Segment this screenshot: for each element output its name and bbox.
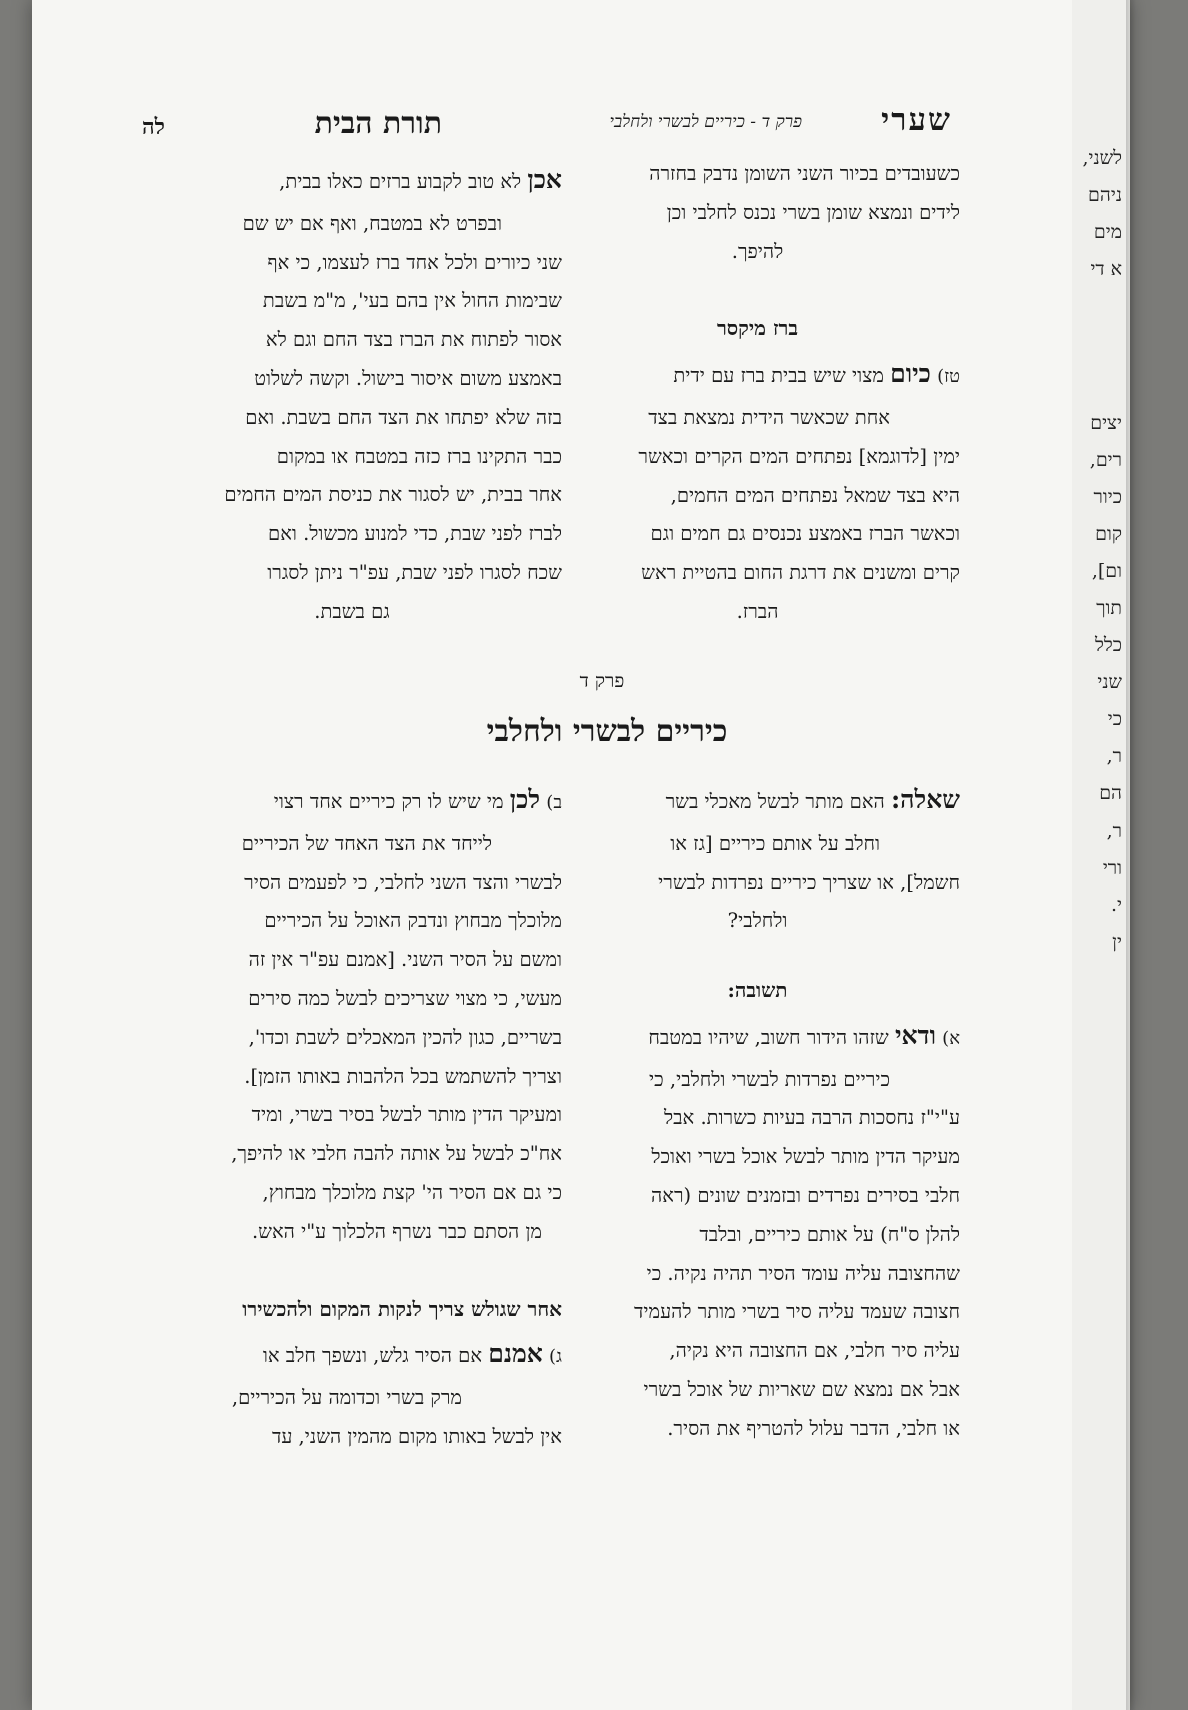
section-title-after-overflow: אחר שגולש צריך לנקות המקום ולהכשירו — [242, 1296, 562, 1321]
text-line: להיפך. — [731, 239, 784, 263]
text-line: חשמל], או שצריך כיריים נפרדות לבשרי — [658, 870, 960, 894]
text-line: ומעיקר הדין מותר לבשל בסיר בשרי, ומיד — [251, 1103, 562, 1127]
fragment-line: יצים — [1090, 412, 1122, 434]
adjacent-page-edge — [1072, 0, 1130, 1710]
text-line: בשריים, כגון להכין המאכלים לשבת וכדו', — [248, 1025, 562, 1049]
fragment-line: ין — [1112, 930, 1122, 953]
fragment-line: ום], — [1091, 560, 1122, 583]
text-line: לידים ונמצא שומן בשרי נכנס לחלבי וכן — [666, 200, 960, 224]
text-line: גם בשבת. — [314, 599, 390, 623]
bottom-left-column — [142, 775, 562, 1457]
text-line: מעיקר הדין מותר לבשל אוכל בשרי ואוכל — [651, 1145, 960, 1169]
page-number: לה — [142, 114, 165, 140]
fragment-line: כלל — [1094, 634, 1122, 657]
paragraph-number: ב) — [546, 792, 562, 813]
text-line-rest: שזהו הידור חשוב, שיהיו במטבח — [648, 1025, 889, 1049]
text-line: אבל אם נמצא שם שאריות של אוכל בשרי — [643, 1378, 960, 1402]
book-page — [32, 0, 1130, 1710]
text-line: מרק בשרי וכדומה על הכיריים, — [231, 1386, 462, 1410]
text-line-rest: האם מותר לבשל מאכלי בשר — [665, 790, 885, 813]
text-line: אח"כ לבשל על אותה להבה חלבי או להיפך, — [231, 1142, 562, 1166]
text-line-rest: אם הסיר גלש, ונשפך חלב או — [262, 1344, 483, 1368]
text-line — [555, 775, 960, 825]
chapter-label: פרק ד — [579, 670, 625, 692]
fragment-line: מים — [1093, 221, 1122, 244]
header-chapter-running: פרק ד - כיריים לבשרי ולחלבי — [609, 112, 802, 132]
text-line: כי גם אם הסיר הי' קצת מלוכלך מבחוץ, — [262, 1180, 562, 1204]
fragment-line: כיור — [1093, 486, 1122, 509]
text-line: וצריך להשתמש בכל הלהבות באותו הזמן]. — [244, 1064, 562, 1088]
text-line-rest: מי שיש לו רק כיריים אחד רצוי — [273, 790, 504, 813]
text-line: חלבי בסירים נפרדים ובזמנים שונים (ראה — [651, 1184, 960, 1208]
fragment-line: הם — [1099, 782, 1122, 805]
text-line: עליה סיר חלבי, אם החצובה היא נקיה, — [669, 1339, 960, 1363]
fragment-line: ורי — [1102, 856, 1122, 879]
paragraph-lead-word: אמנם — [488, 1339, 543, 1369]
fragment-line: קום — [1095, 523, 1122, 546]
fragment-line: א די — [1090, 258, 1122, 281]
text-line: בזה שלא יפתחו את הצד החם בשבת. ואם — [245, 405, 562, 429]
text-line: שני כיורים ולכל אחד ברז לעצמו, כי אף — [267, 250, 562, 274]
paragraph-lead-word: אכן — [527, 165, 562, 194]
text-line: או חלבי, הדבר עלול להטריף את הסיר. — [667, 1416, 960, 1440]
fragment-line: שני — [1097, 671, 1122, 694]
paragraph-number: טז) — [937, 366, 960, 388]
answer-title: תשובה: — [727, 978, 788, 1003]
fragment-line: תוך — [1096, 597, 1122, 620]
fragment-line: ר, — [1106, 819, 1122, 842]
fragment-line: לשני, — [1082, 147, 1122, 169]
text-line: כשעובדים בכיור השני השומן נדבק בחזרה — [649, 162, 960, 185]
text-line — [142, 775, 562, 825]
text-line — [142, 155, 562, 205]
text-line: היא בצד שמאל נפתחים המים החמים, — [670, 483, 960, 507]
text-line-rest: מצוי שיש בבית ברז עם ידית — [673, 364, 884, 388]
adjacent-page-fragment-top — [1072, 140, 1122, 288]
header-book-short: שערי — [881, 102, 952, 138]
text-line: לבשרי והצד השני לחלבי, כי לפעמים הסיר — [244, 870, 562, 894]
text-line: ולחלבי? — [727, 909, 788, 933]
text-line: אסור לפתוח את הברז בצד החם וגם לא — [265, 328, 562, 352]
question-lead: שאלה: — [890, 785, 960, 814]
adjacent-page-fragment-middle — [1072, 405, 1122, 961]
text-line — [555, 1011, 960, 1061]
text-line: באמצע משום איסור בישול. וקשה לשלוט — [254, 366, 562, 390]
text-line: לייחד את הצד האחד של הכיריים — [241, 831, 492, 855]
text-line: להלן ס"ח) על אותם כיריים, ובלבד — [699, 1222, 960, 1246]
page-gutter-shadow — [1126, 0, 1136, 1710]
text-line: ומשם על הסיר השני. [אמנם עפ"ר אין זה — [248, 948, 562, 972]
text-line: וכאשר הברז באמצע נכנסים גם חמים וגם — [650, 522, 960, 546]
text-line: ימין [לדוגמא] נפתחים המים הקרים וכאשר — [638, 444, 960, 468]
text-line: מן הסתם כבר נשרף הלכלוך ע"י האש. — [251, 1219, 542, 1243]
paragraph-lead-word: כיום — [890, 359, 931, 389]
fragment-line: כי — [1107, 708, 1122, 731]
text-line: כבר התקינו ברז כזה במטבח או במקום — [276, 444, 562, 468]
text-line: שכח לסגרו לפני שבת, עפ"ר ניתן לסגרו — [267, 560, 562, 584]
text-line: כיריים נפרדות לבשרי ולחלבי, כי — [649, 1067, 890, 1091]
text-line: מעשי, כי מצוי שצריכים לבשל כמה סירים — [248, 986, 562, 1010]
header-book-title: תורת הבית — [314, 106, 442, 141]
text-line: אין לבשל באותו מקום מהמין השני, עד — [271, 1424, 562, 1448]
running-header — [142, 102, 962, 162]
fragment-line: י. — [1110, 893, 1122, 916]
text-line — [142, 1329, 562, 1379]
text-line: ובפרט לא במטבח, ואף אם יש שם — [242, 211, 502, 235]
top-left-column — [142, 155, 562, 632]
text-line: אחת שכאשר הידית נמצאת בצד — [648, 405, 890, 429]
fragment-line: ר, — [1106, 745, 1122, 768]
top-right-column — [555, 155, 960, 632]
text-line: ע"י"ז נחסכות הרבה בעיות כשרות. אבל — [664, 1106, 960, 1130]
section-title-mixer-faucet: ברז מיקסר — [716, 316, 798, 341]
text-line — [555, 349, 960, 399]
text-line: קרים ומשנים את דרגת החום בהטיית ראש — [641, 561, 960, 585]
paragraph-number: א) — [942, 1027, 960, 1049]
text-line: חצובה שעמד עליה סיר בשרי מותר להעמיד — [634, 1300, 960, 1324]
paragraph-lead-word: לכן — [509, 785, 541, 814]
text-line: מלוכלך מבחוץ ונדבק האוכל על הכיריים — [264, 909, 562, 933]
chapter-title: כיריים לבשרי ולחלבי — [486, 714, 728, 749]
text-line: וחלב על אותם כיריים [גז או — [670, 831, 880, 855]
text-line: שבימות החול אין בהם בעי', מ"מ בשבת — [262, 289, 562, 313]
fragment-line: רים, — [1089, 449, 1122, 472]
text-line-rest: לא טוב לקבוע ברזים כאלו בבית, — [279, 170, 522, 193]
fragment-line: ניהם — [1088, 184, 1122, 207]
bottom-right-column — [555, 775, 960, 1449]
text-line: אחר בבית, יש לסגור את כניסת המים החמים — [224, 483, 562, 507]
text-line: שהחצובה עליה עומד הסיר תהיה נקיה. כי — [646, 1261, 960, 1285]
text-line: לברז לפני שבת, כדי למנוע מכשול. ואם — [268, 522, 562, 546]
paragraph-number: ג) — [549, 1346, 562, 1368]
text-line: הברז. — [736, 599, 779, 623]
paragraph-lead-word: ודאי — [894, 1020, 936, 1050]
